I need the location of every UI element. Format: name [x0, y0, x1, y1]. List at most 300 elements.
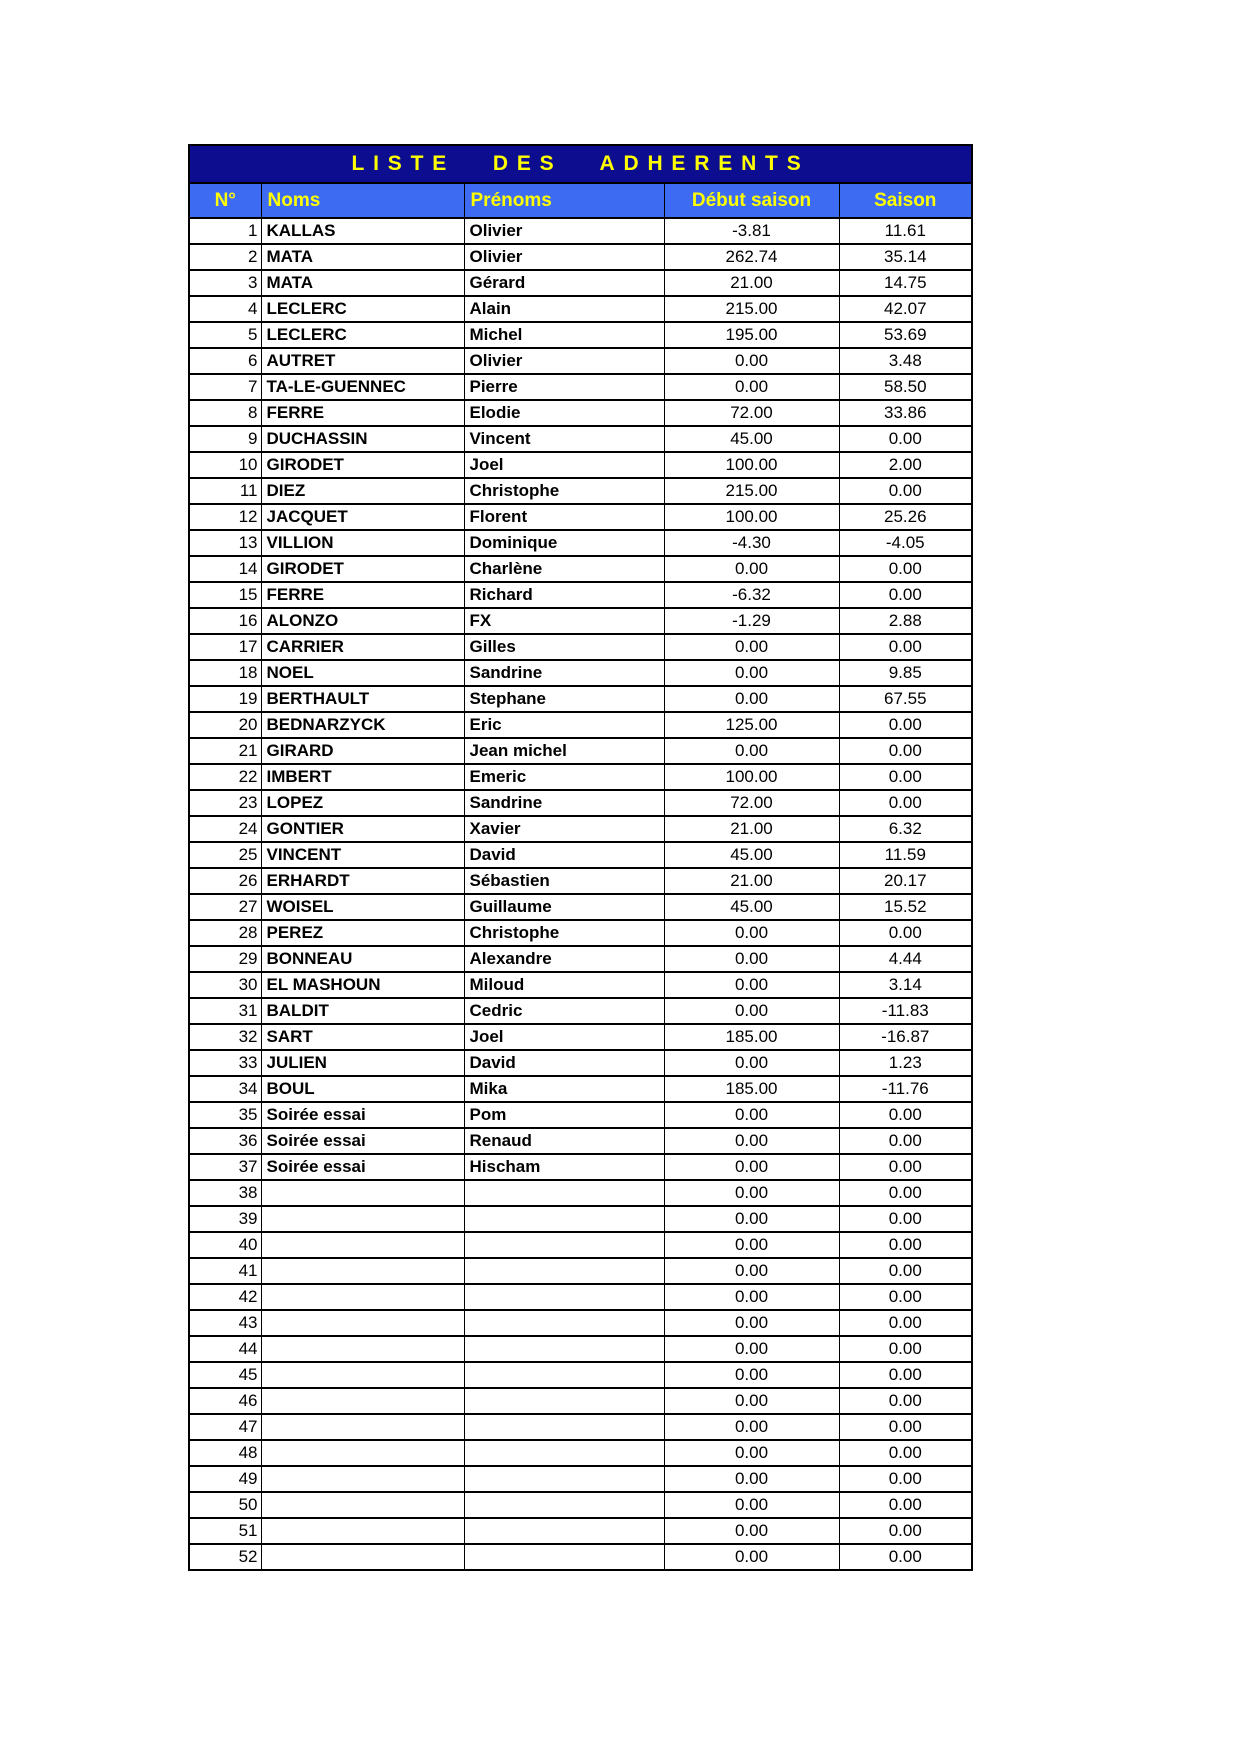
prenom-cell: [464, 1440, 664, 1466]
nom-cell: FERRE: [261, 582, 464, 608]
row-number-cell: 24: [189, 816, 261, 842]
table-row: [189, 1050, 972, 1076]
table-row: [189, 816, 972, 842]
table-row: [189, 946, 972, 972]
debut-saison-cell: 195.00: [664, 322, 839, 348]
saison-cell: 0.00: [839, 920, 972, 946]
prenom-cell: Christophe: [464, 478, 664, 504]
table-row: [189, 1154, 972, 1180]
prenom-cell: Florent: [464, 504, 664, 530]
table-row: [189, 920, 972, 946]
nom-cell: GIRARD: [261, 738, 464, 764]
row-number-cell: 52: [189, 1544, 261, 1570]
nom-cell: GONTIER: [261, 816, 464, 842]
row-number-cell: 32: [189, 1024, 261, 1050]
table-row: [189, 1388, 972, 1414]
saison-cell: -11.83: [839, 998, 972, 1024]
row-number-cell: 45: [189, 1362, 261, 1388]
saison-cell: 0.00: [839, 1258, 972, 1284]
table-row: [189, 634, 972, 660]
row-number-cell: 50: [189, 1492, 261, 1518]
prenom-cell: David: [464, 842, 664, 868]
row-number-cell: 35: [189, 1102, 261, 1128]
prenom-cell: [464, 1544, 664, 1570]
column-header-debut-saison: Début saison: [664, 183, 839, 218]
row-number-cell: 11: [189, 478, 261, 504]
row-number-cell: 37: [189, 1154, 261, 1180]
nom-cell: LECLERC: [261, 296, 464, 322]
saison-cell: 0.00: [839, 790, 972, 816]
row-number-cell: 19: [189, 686, 261, 712]
prenom-cell: Hischam: [464, 1154, 664, 1180]
row-number-cell: 12: [189, 504, 261, 530]
row-number-cell: 36: [189, 1128, 261, 1154]
adherents-table: [188, 144, 973, 1571]
saison-cell: 15.52: [839, 894, 972, 920]
debut-saison-cell: 0.00: [664, 1284, 839, 1310]
nom-cell: [261, 1492, 464, 1518]
prenom-cell: Stephane: [464, 686, 664, 712]
row-number-cell: 31: [189, 998, 261, 1024]
row-number-cell: 41: [189, 1258, 261, 1284]
table-row: [189, 1544, 972, 1570]
nom-cell: Soirée essai: [261, 1102, 464, 1128]
table-row: [189, 764, 972, 790]
nom-cell: [261, 1440, 464, 1466]
nom-cell: AUTRET: [261, 348, 464, 374]
debut-saison-cell: -3.81: [664, 218, 839, 244]
table-row: [189, 1206, 972, 1232]
row-number-cell: 44: [189, 1336, 261, 1362]
debut-saison-cell: -6.32: [664, 582, 839, 608]
saison-cell: 67.55: [839, 686, 972, 712]
saison-cell: 3.14: [839, 972, 972, 998]
prenom-cell: Charlène: [464, 556, 664, 582]
table-row: [189, 530, 972, 556]
table-row: [189, 348, 972, 374]
prenom-cell: Vincent: [464, 426, 664, 452]
prenom-cell: Miloud: [464, 972, 664, 998]
saison-cell: 0.00: [839, 1466, 972, 1492]
nom-cell: SART: [261, 1024, 464, 1050]
table-row: [189, 660, 972, 686]
prenom-cell: Elodie: [464, 400, 664, 426]
debut-saison-cell: 0.00: [664, 738, 839, 764]
nom-cell: VINCENT: [261, 842, 464, 868]
table-row: [189, 556, 972, 582]
prenom-cell: Pom: [464, 1102, 664, 1128]
row-number-cell: 27: [189, 894, 261, 920]
row-number-cell: 4: [189, 296, 261, 322]
row-number-cell: 18: [189, 660, 261, 686]
row-number-cell: 7: [189, 374, 261, 400]
debut-saison-cell: 45.00: [664, 894, 839, 920]
debut-saison-cell: 0.00: [664, 1440, 839, 1466]
nom-cell: MATA: [261, 270, 464, 296]
saison-cell: 11.59: [839, 842, 972, 868]
prenom-cell: Michel: [464, 322, 664, 348]
debut-saison-cell: 0.00: [664, 348, 839, 374]
debut-saison-cell: 0.00: [664, 686, 839, 712]
row-number-cell: 46: [189, 1388, 261, 1414]
row-number-cell: 17: [189, 634, 261, 660]
prenom-cell: [464, 1232, 664, 1258]
saison-cell: 42.07: [839, 296, 972, 322]
prenom-cell: Pierre: [464, 374, 664, 400]
nom-cell: [261, 1336, 464, 1362]
nom-cell: GIRODET: [261, 452, 464, 478]
table-row: [189, 426, 972, 452]
nom-cell: JACQUET: [261, 504, 464, 530]
row-number-cell: 40: [189, 1232, 261, 1258]
debut-saison-cell: 0.00: [664, 920, 839, 946]
saison-cell: 14.75: [839, 270, 972, 296]
nom-cell: [261, 1518, 464, 1544]
saison-cell: 0.00: [839, 764, 972, 790]
debut-saison-cell: 45.00: [664, 842, 839, 868]
nom-cell: [261, 1544, 464, 1570]
prenom-cell: [464, 1180, 664, 1206]
table-row: [189, 790, 972, 816]
nom-cell: JULIEN: [261, 1050, 464, 1076]
prenom-cell: Jean michel: [464, 738, 664, 764]
row-number-cell: 16: [189, 608, 261, 634]
nom-cell: [261, 1180, 464, 1206]
nom-cell: BOUL: [261, 1076, 464, 1102]
debut-saison-cell: 262.74: [664, 244, 839, 270]
table-row: [189, 1310, 972, 1336]
table-row: [189, 1284, 972, 1310]
row-number-cell: 47: [189, 1414, 261, 1440]
prenom-cell: Olivier: [464, 218, 664, 244]
row-number-cell: 25: [189, 842, 261, 868]
table-row: [189, 868, 972, 894]
row-number-cell: 2: [189, 244, 261, 270]
nom-cell: LOPEZ: [261, 790, 464, 816]
saison-cell: 0.00: [839, 1102, 972, 1128]
prenom-cell: [464, 1414, 664, 1440]
table-row: [189, 1128, 972, 1154]
debut-saison-cell: 0.00: [664, 556, 839, 582]
row-number-cell: 26: [189, 868, 261, 894]
row-number-cell: 48: [189, 1440, 261, 1466]
column-header-row: [189, 183, 972, 218]
saison-cell: 0.00: [839, 1362, 972, 1388]
saison-cell: 0.00: [839, 1388, 972, 1414]
prenom-cell: Emeric: [464, 764, 664, 790]
saison-cell: -4.05: [839, 530, 972, 556]
row-number-cell: 21: [189, 738, 261, 764]
prenom-cell: Sandrine: [464, 790, 664, 816]
debut-saison-cell: 215.00: [664, 296, 839, 322]
table-row: [189, 374, 972, 400]
table-row: [189, 1414, 972, 1440]
table-row: [189, 998, 972, 1024]
prenom-cell: Gilles: [464, 634, 664, 660]
saison-cell: 0.00: [839, 1310, 972, 1336]
row-number-cell: 30: [189, 972, 261, 998]
saison-cell: 0.00: [839, 1492, 972, 1518]
debut-saison-cell: 125.00: [664, 712, 839, 738]
row-number-cell: 1: [189, 218, 261, 244]
saison-cell: 0.00: [839, 478, 972, 504]
nom-cell: BEDNARZYCK: [261, 712, 464, 738]
debut-saison-cell: 0.00: [664, 972, 839, 998]
nom-cell: [261, 1284, 464, 1310]
nom-cell: [261, 1206, 464, 1232]
row-number-cell: 23: [189, 790, 261, 816]
saison-cell: 58.50: [839, 374, 972, 400]
debut-saison-cell: 0.00: [664, 1102, 839, 1128]
prenom-cell: [464, 1258, 664, 1284]
prenom-cell: [464, 1518, 664, 1544]
nom-cell: WOISEL: [261, 894, 464, 920]
prenom-cell: [464, 1362, 664, 1388]
saison-cell: 6.32: [839, 816, 972, 842]
nom-cell: [261, 1388, 464, 1414]
prenom-cell: Mika: [464, 1076, 664, 1102]
nom-cell: MATA: [261, 244, 464, 270]
debut-saison-cell: 0.00: [664, 1414, 839, 1440]
row-number-cell: 8: [189, 400, 261, 426]
saison-cell: 25.26: [839, 504, 972, 530]
debut-saison-cell: 0.00: [664, 1336, 839, 1362]
saison-cell: 33.86: [839, 400, 972, 426]
table-row: [189, 1362, 972, 1388]
debut-saison-cell: 185.00: [664, 1024, 839, 1050]
debut-saison-cell: 0.00: [664, 1206, 839, 1232]
debut-saison-cell: 215.00: [664, 478, 839, 504]
debut-saison-cell: 0.00: [664, 1518, 839, 1544]
table-row: [189, 218, 972, 244]
nom-cell: LECLERC: [261, 322, 464, 348]
saison-cell: 0.00: [839, 738, 972, 764]
debut-saison-cell: 21.00: [664, 270, 839, 296]
debut-saison-cell: 45.00: [664, 426, 839, 452]
saison-cell: 0.00: [839, 1128, 972, 1154]
debut-saison-cell: 0.00: [664, 660, 839, 686]
nom-cell: NOEL: [261, 660, 464, 686]
debut-saison-cell: 185.00: [664, 1076, 839, 1102]
debut-saison-cell: 0.00: [664, 998, 839, 1024]
row-number-cell: 20: [189, 712, 261, 738]
debut-saison-cell: 100.00: [664, 452, 839, 478]
nom-cell: DUCHASSIN: [261, 426, 464, 452]
prenom-cell: Olivier: [464, 244, 664, 270]
table-row: [189, 400, 972, 426]
debut-saison-cell: 0.00: [664, 1466, 839, 1492]
saison-cell: 53.69: [839, 322, 972, 348]
debut-saison-cell: 0.00: [664, 1544, 839, 1570]
saison-cell: 0.00: [839, 1518, 972, 1544]
saison-cell: 0.00: [839, 1414, 972, 1440]
saison-cell: 3.48: [839, 348, 972, 374]
debut-saison-cell: 21.00: [664, 868, 839, 894]
nom-cell: BERTHAULT: [261, 686, 464, 712]
table-row: [189, 504, 972, 530]
prenom-cell: Joel: [464, 1024, 664, 1050]
debut-saison-cell: 0.00: [664, 1154, 839, 1180]
table-row: [189, 244, 972, 270]
nom-cell: [261, 1310, 464, 1336]
title-row: [189, 145, 972, 183]
nom-cell: EL MASHOUN: [261, 972, 464, 998]
row-number-cell: 34: [189, 1076, 261, 1102]
row-number-cell: 42: [189, 1284, 261, 1310]
nom-cell: [261, 1258, 464, 1284]
saison-cell: 9.85: [839, 660, 972, 686]
adherents-sheet: [188, 144, 973, 1571]
table-row: [189, 972, 972, 998]
debut-saison-cell: 72.00: [664, 400, 839, 426]
prenom-cell: Alexandre: [464, 946, 664, 972]
saison-cell: 1.23: [839, 1050, 972, 1076]
prenom-cell: Eric: [464, 712, 664, 738]
prenom-cell: Cedric: [464, 998, 664, 1024]
row-number-cell: 29: [189, 946, 261, 972]
table-row: [189, 582, 972, 608]
row-number-cell: 15: [189, 582, 261, 608]
table-row: [189, 712, 972, 738]
debut-saison-cell: 0.00: [664, 1258, 839, 1284]
prenom-cell: Joel: [464, 452, 664, 478]
table-row: [189, 1518, 972, 1544]
row-number-cell: 13: [189, 530, 261, 556]
nom-cell: [261, 1232, 464, 1258]
nom-cell: FERRE: [261, 400, 464, 426]
debut-saison-cell: 0.00: [664, 1232, 839, 1258]
row-number-cell: 3: [189, 270, 261, 296]
saison-cell: 0.00: [839, 1206, 972, 1232]
debut-saison-cell: -1.29: [664, 608, 839, 634]
saison-cell: 35.14: [839, 244, 972, 270]
debut-saison-cell: 21.00: [664, 816, 839, 842]
saison-cell: 0.00: [839, 1336, 972, 1362]
row-number-cell: 14: [189, 556, 261, 582]
nom-cell: [261, 1414, 464, 1440]
row-number-cell: 49: [189, 1466, 261, 1492]
prenom-cell: Olivier: [464, 348, 664, 374]
prenom-cell: [464, 1284, 664, 1310]
debut-saison-cell: 0.00: [664, 1388, 839, 1414]
table-row: [189, 1440, 972, 1466]
saison-cell: 0.00: [839, 426, 972, 452]
prenom-cell: [464, 1466, 664, 1492]
table-row: [189, 270, 972, 296]
table-row: [189, 1024, 972, 1050]
table-row: [189, 686, 972, 712]
saison-cell: -11.76: [839, 1076, 972, 1102]
nom-cell: [261, 1466, 464, 1492]
saison-cell: -16.87: [839, 1024, 972, 1050]
row-number-cell: 5: [189, 322, 261, 348]
table-row: [189, 1336, 972, 1362]
table-row: [189, 738, 972, 764]
table-row: [189, 1076, 972, 1102]
row-number-cell: 38: [189, 1180, 261, 1206]
saison-cell: 0.00: [839, 1440, 972, 1466]
table-row: [189, 1466, 972, 1492]
table-row: [189, 296, 972, 322]
debut-saison-cell: 0.00: [664, 1050, 839, 1076]
debut-saison-cell: 72.00: [664, 790, 839, 816]
row-number-cell: 9: [189, 426, 261, 452]
nom-cell: TA-LE-GUENNEC: [261, 374, 464, 400]
prenom-cell: Dominique: [464, 530, 664, 556]
debut-saison-cell: 0.00: [664, 1180, 839, 1206]
table-row: [189, 894, 972, 920]
column-header-numero: N°: [189, 183, 261, 218]
debut-saison-cell: -4.30: [664, 530, 839, 556]
prenom-cell: David: [464, 1050, 664, 1076]
saison-cell: 0.00: [839, 1180, 972, 1206]
saison-cell: 0.00: [839, 556, 972, 582]
debut-saison-cell: 0.00: [664, 1492, 839, 1518]
prenom-cell: Sandrine: [464, 660, 664, 686]
nom-cell: VILLION: [261, 530, 464, 556]
row-number-cell: 43: [189, 1310, 261, 1336]
saison-cell: 0.00: [839, 1232, 972, 1258]
nom-cell: GIRODET: [261, 556, 464, 582]
nom-cell: ALONZO: [261, 608, 464, 634]
debut-saison-cell: 100.00: [664, 764, 839, 790]
table-row: [189, 842, 972, 868]
prenom-cell: [464, 1206, 664, 1232]
column-header-saison: Saison: [839, 183, 972, 218]
column-header-noms: Noms: [261, 183, 464, 218]
nom-cell: Soirée essai: [261, 1154, 464, 1180]
saison-cell: 2.88: [839, 608, 972, 634]
saison-cell: 0.00: [839, 712, 972, 738]
table-row: [189, 322, 972, 348]
prenom-cell: Alain: [464, 296, 664, 322]
prenom-cell: Christophe: [464, 920, 664, 946]
debut-saison-cell: 0.00: [664, 1310, 839, 1336]
table-row: [189, 1258, 972, 1284]
prenom-cell: FX: [464, 608, 664, 634]
debut-saison-cell: 0.00: [664, 1362, 839, 1388]
saison-cell: 0.00: [839, 1284, 972, 1310]
row-number-cell: 28: [189, 920, 261, 946]
saison-cell: 0.00: [839, 1154, 972, 1180]
table-body: [189, 218, 972, 1570]
nom-cell: BALDIT: [261, 998, 464, 1024]
row-number-cell: 33: [189, 1050, 261, 1076]
nom-cell: DIEZ: [261, 478, 464, 504]
nom-cell: IMBERT: [261, 764, 464, 790]
nom-cell: KALLAS: [261, 218, 464, 244]
prenom-cell: Sébastien: [464, 868, 664, 894]
table-row: [189, 1492, 972, 1518]
table-row: [189, 608, 972, 634]
debut-saison-cell: 0.00: [664, 946, 839, 972]
prenom-cell: Richard: [464, 582, 664, 608]
row-number-cell: 39: [189, 1206, 261, 1232]
column-header-prenoms: Prénoms: [464, 183, 664, 218]
nom-cell: Soirée essai: [261, 1128, 464, 1154]
debut-saison-cell: 0.00: [664, 374, 839, 400]
prenom-cell: Xavier: [464, 816, 664, 842]
prenom-cell: [464, 1336, 664, 1362]
prenom-cell: [464, 1310, 664, 1336]
saison-cell: 20.17: [839, 868, 972, 894]
page-title: LISTE DES ADHERENTS: [189, 145, 972, 183]
prenom-cell: Guillaume: [464, 894, 664, 920]
prenom-cell: Renaud: [464, 1128, 664, 1154]
debut-saison-cell: 0.00: [664, 1128, 839, 1154]
nom-cell: ERHARDT: [261, 868, 464, 894]
row-number-cell: 6: [189, 348, 261, 374]
